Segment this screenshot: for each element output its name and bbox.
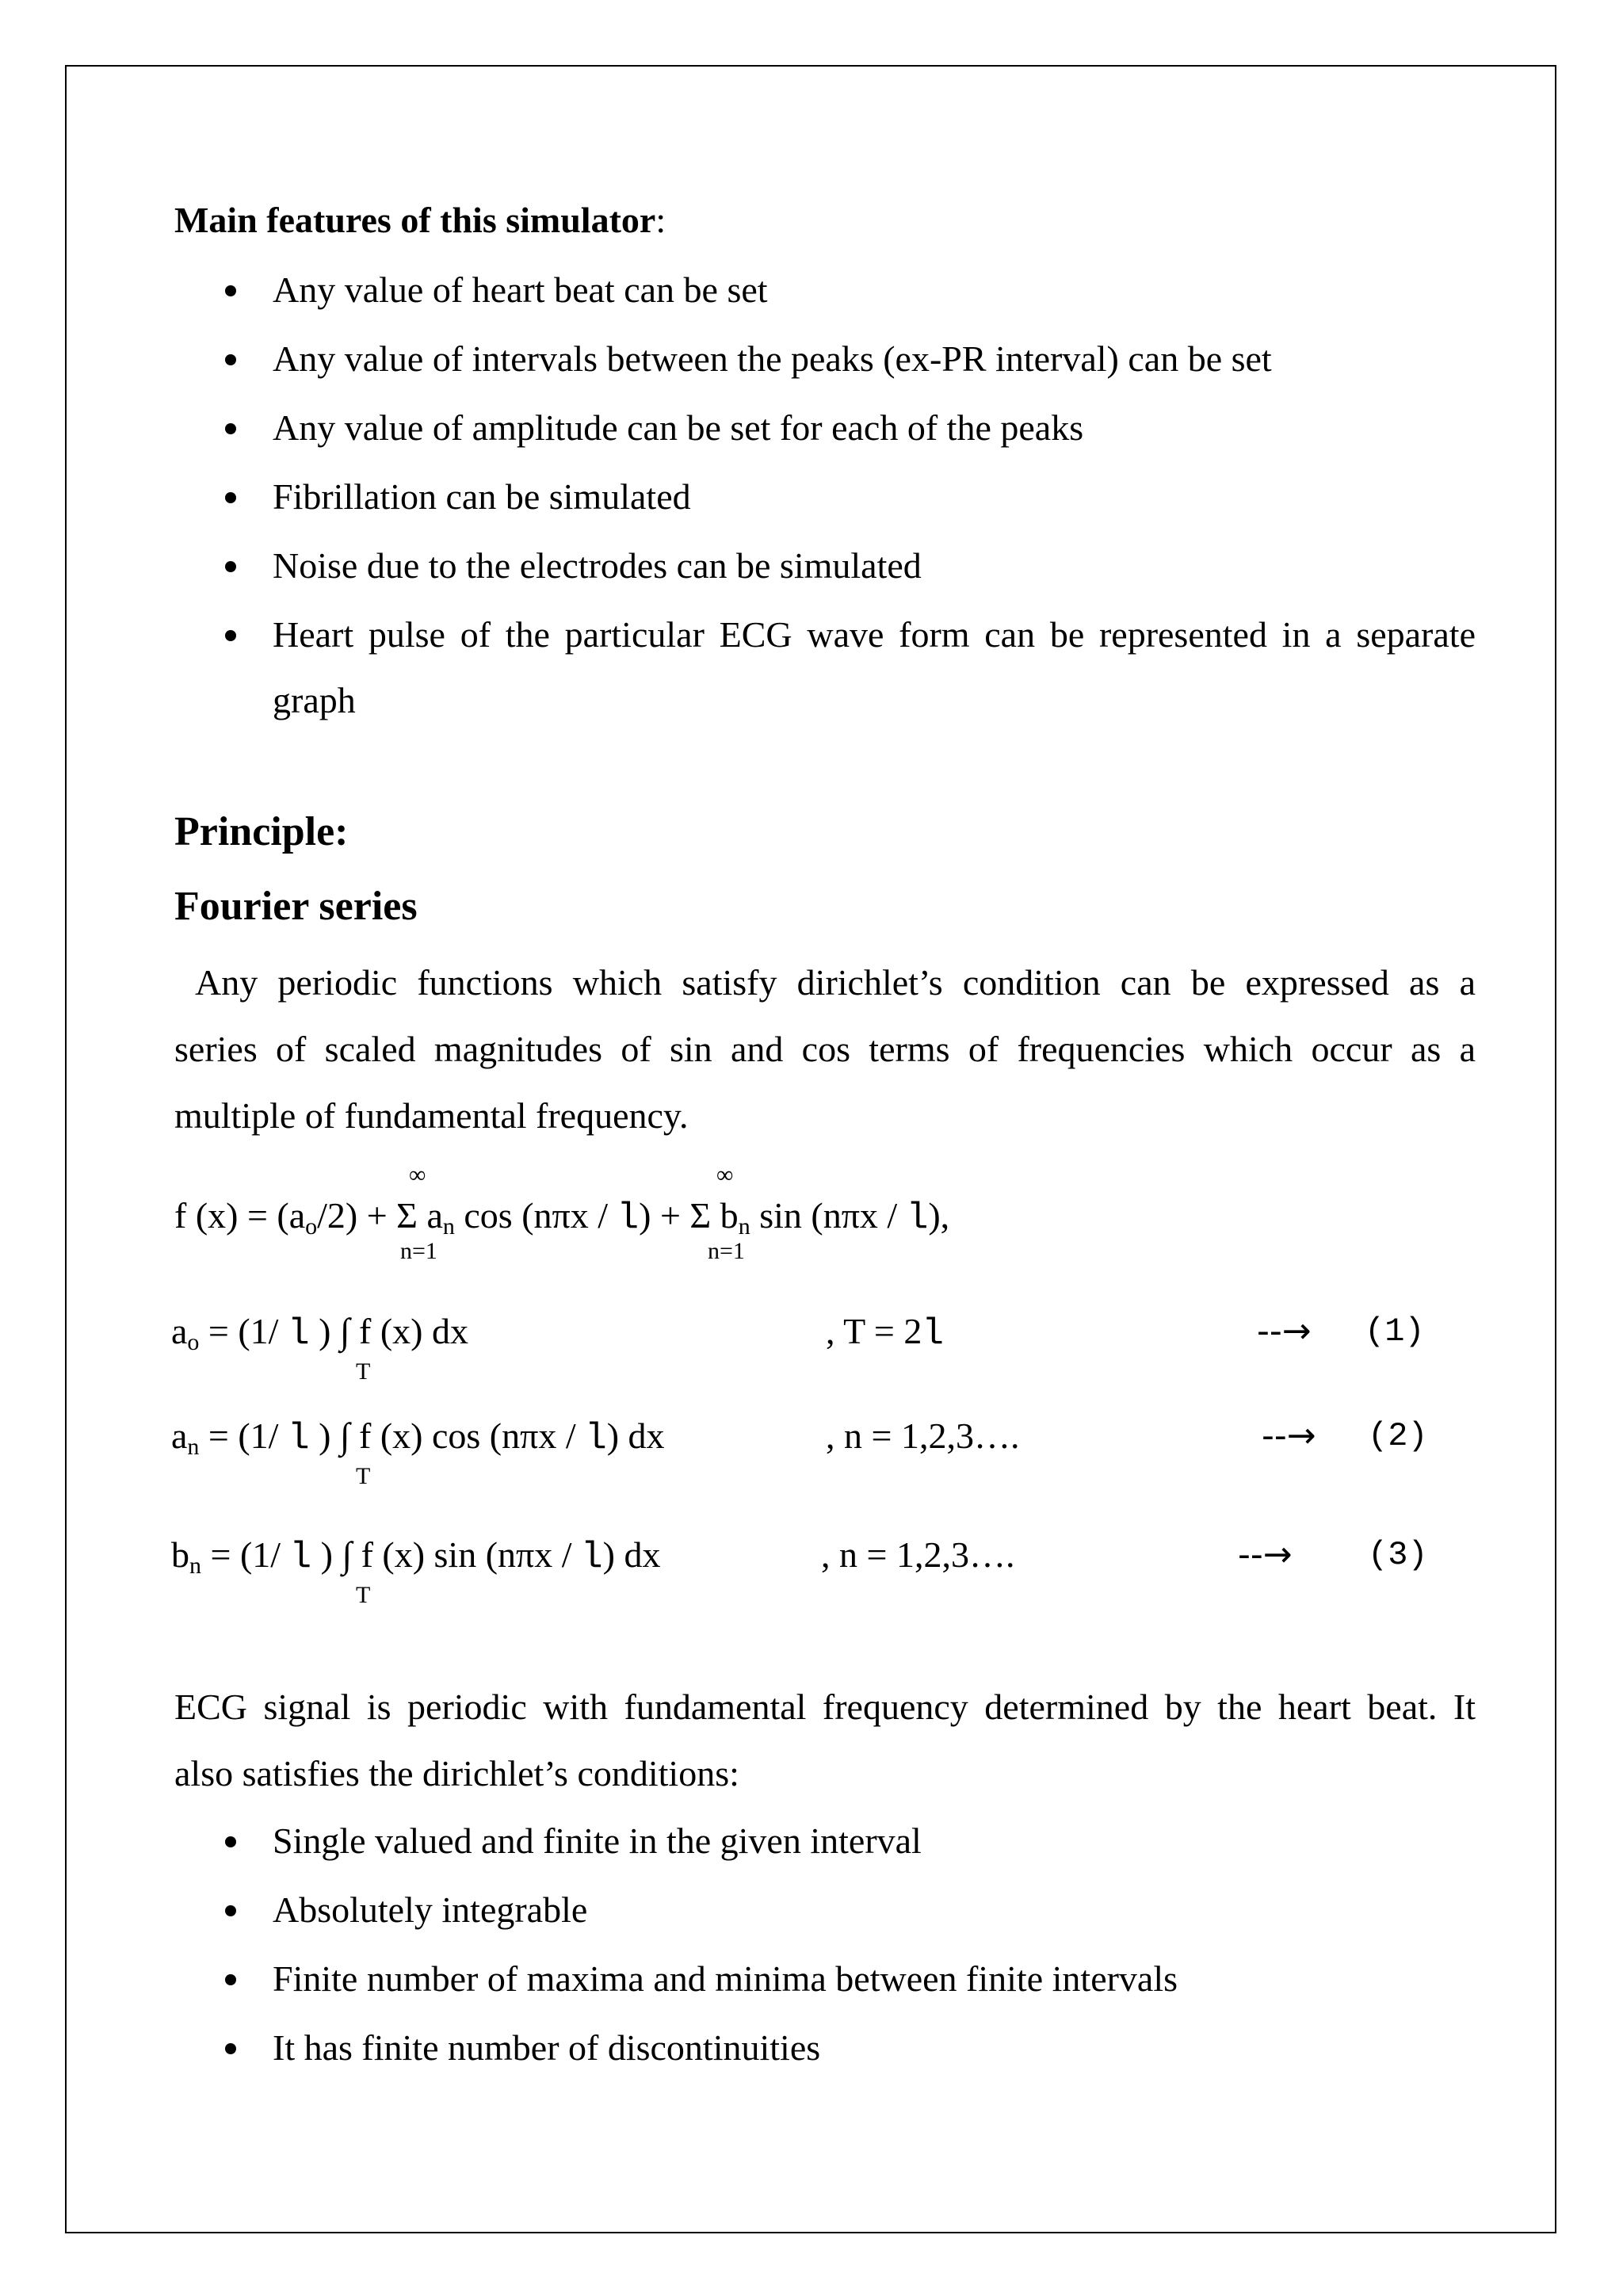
eq-condition: , n = 1,2,3…. (826, 1415, 1020, 1456)
formula-subscript: n (738, 1213, 750, 1240)
integral-domain: T (356, 1582, 371, 1608)
eq-part: = (1/ (199, 1311, 288, 1351)
bullet-icon (225, 1836, 236, 1847)
ecg-paragraph-line: also satisfies the dirichlet’s conditions: (174, 1753, 739, 1794)
equation-bn (171, 1533, 660, 1580)
equation-number: (3) (1368, 1536, 1428, 1574)
eq-period-symbol: l (922, 1313, 944, 1354)
feature-item-continued: graph (273, 680, 356, 720)
features-heading (174, 198, 666, 243)
bullet-icon (225, 561, 236, 572)
bullet-icon (225, 354, 236, 365)
eq-lhs: a (171, 1415, 188, 1456)
fourier-formula (174, 1194, 949, 1240)
condition-item: Finite number of maxima and minima between finite intervals (273, 1958, 1178, 1999)
bullet-icon (225, 630, 236, 641)
feature-item: Noise due to the electrodes can be simulated (273, 545, 922, 586)
eq-lhs: a (171, 1311, 188, 1351)
paragraph-line: series of scaled magnitudes of sin and cos terms of frequencies which occur as a (174, 1029, 1476, 1069)
feature-item: Fibrillation can be simulated (273, 476, 691, 517)
equation-a0 (171, 1309, 468, 1356)
eq-part: ) ∫ f (x) sin (nπx / (311, 1534, 582, 1575)
eq-condition (826, 1309, 944, 1356)
sum-lower-limit: n=1 (400, 1238, 437, 1264)
bullet-icon (225, 1974, 236, 1985)
feature-item: Any value of heart beat can be set (273, 269, 768, 310)
eq-subscript: n (189, 1553, 201, 1579)
formula-part: ) + Σ b (639, 1195, 739, 1236)
eq-lhs: b (171, 1534, 189, 1575)
formula-part: cos (nπx / (454, 1195, 617, 1236)
eq-period-symbol: l (585, 1418, 607, 1459)
eq-part: ) ∫ f (x) cos (nπx / (309, 1415, 586, 1456)
ecg-paragraph-line: ECG signal is periodic with fundamental frequency determined by the heart beat. It (174, 1687, 1476, 1727)
formula-period-symbol: l (617, 1198, 640, 1239)
condition-item: Single valued and finite in the given interval (273, 1820, 922, 1861)
condition-item: Absolutely integrable (273, 1889, 588, 1930)
eq-condition: , n = 1,2,3…. (821, 1534, 1015, 1575)
bullet-icon (225, 285, 236, 296)
eq-period-symbol: l (287, 1313, 310, 1354)
equation-number: (1) (1365, 1312, 1425, 1350)
features-heading-colon: : (655, 200, 666, 240)
arrow-icon: --→ (1262, 1415, 1316, 1456)
fourier-title: Fourier series (174, 884, 418, 929)
formula-subscript: o (305, 1213, 318, 1240)
feature-item: Any value of intervals between the peaks (ex-PR interval) can be set (273, 338, 1272, 379)
arrow-icon: --→ (1238, 1534, 1293, 1575)
eq-period-symbol: l (287, 1418, 310, 1459)
bullet-icon (225, 2043, 236, 2054)
formula-part: f (x) = (a (174, 1195, 306, 1236)
arrow-icon: --→ (1257, 1311, 1312, 1351)
bullet-icon (225, 492, 236, 503)
integral-domain: T (356, 1358, 371, 1385)
formula-part: sin (nπx / (750, 1195, 907, 1236)
feature-item: Heart pulse of the particular ECG wave form can be represented in a separate (273, 614, 1476, 655)
eq-subscript: n (187, 1434, 200, 1460)
condition-item: It has finite number of discontinuities (273, 2027, 821, 2068)
eq-condition-text: , T = 2 (826, 1311, 922, 1351)
integral-domain: T (356, 1463, 371, 1489)
bullet-icon (225, 423, 236, 434)
formula-part: /2) + Σ a (317, 1195, 443, 1236)
bullet-icon (225, 1905, 236, 1916)
eq-part: = (1/ (201, 1534, 290, 1575)
eq-period-symbol: l (289, 1537, 312, 1578)
eq-part: ) dx (602, 1534, 661, 1575)
equation-an (171, 1414, 665, 1461)
eq-part: ) dx (606, 1415, 665, 1456)
formula-part: ), (928, 1195, 950, 1236)
formula-period-symbol: l (906, 1198, 929, 1239)
paragraph-line: Any periodic functions which satisfy dirichlet’s condition can be expressed as a (195, 962, 1476, 1003)
eq-subscript: o (187, 1329, 200, 1355)
sum-upper-limit: ∞ (409, 1162, 426, 1188)
sum-lower-limit: n=1 (708, 1238, 745, 1264)
sum-upper-limit: ∞ (716, 1162, 734, 1188)
eq-part: = (1/ (199, 1415, 288, 1456)
eq-part: ) ∫ f (x) dx (309, 1311, 468, 1351)
principle-title: Principle: (174, 809, 349, 854)
features-heading-text: Main features of this simulator (174, 200, 656, 240)
paragraph-line: multiple of fundamental frequency. (174, 1095, 689, 1136)
eq-period-symbol: l (581, 1537, 603, 1578)
equation-number: (2) (1368, 1417, 1428, 1455)
feature-item: Any value of amplitude can be set for each of the peaks (273, 407, 1084, 448)
formula-subscript: n (442, 1213, 455, 1240)
